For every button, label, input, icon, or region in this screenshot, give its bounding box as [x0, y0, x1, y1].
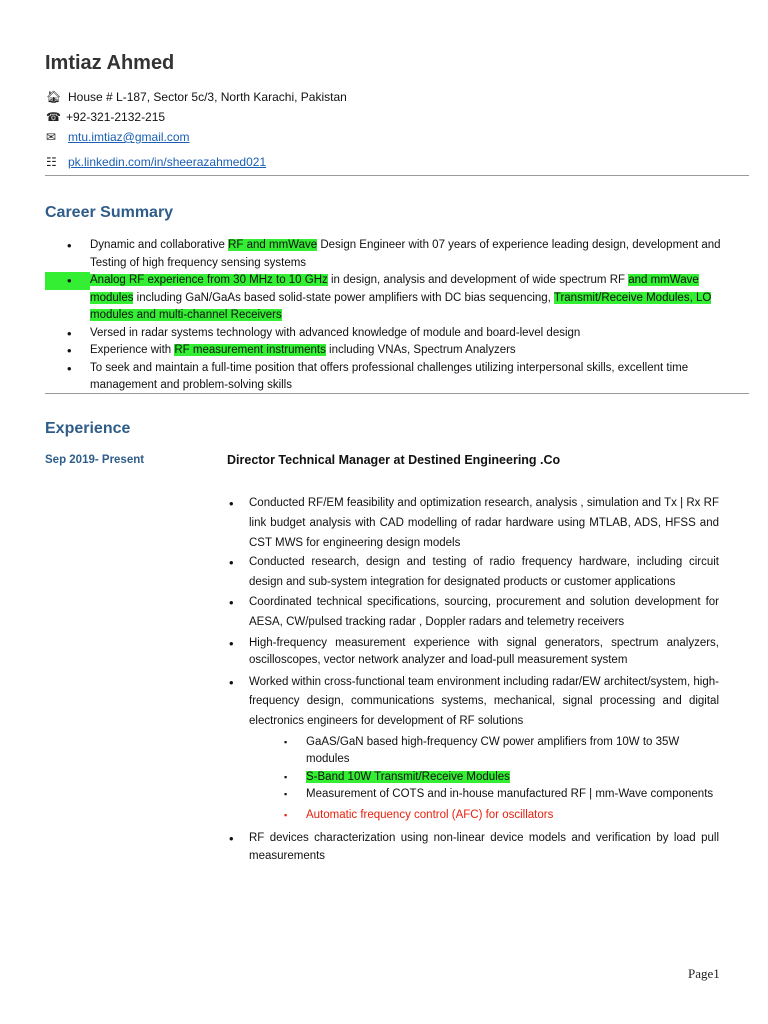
career-summary-heading: Career Summary	[45, 204, 174, 221]
summary-divider	[45, 393, 749, 394]
list-item: • Conducted RF/EM feasibility and optimization research, analysis , simulation and Tx | Rx RF link budget analysis with CAD modelling of radar hardware using MTLAB, ADS, HFSS and CST MWS for engineering design models	[227, 494, 719, 553]
phone-text: +92-321-2132-215	[66, 110, 166, 124]
sub-list-item	[249, 769, 719, 787]
house-icon: 🏠︎	[46, 90, 62, 104]
experience-heading: Experience	[45, 420, 131, 437]
list-item	[45, 360, 745, 395]
summary-highlight: Analog RF experience from 30 MHz to 10 GHz	[90, 274, 328, 286]
envelope-icon: ✉	[46, 130, 57, 144]
summary-text: Versed in radar systems technology with advanced knowledge of module and board-level design	[90, 326, 581, 339]
sub-list-item: ▪ GaAS/GaN based high-frequency CW power amplifiers from 10W to 35W modules	[249, 734, 719, 769]
experience-text: Worked within cross-functional team environment including radar/EW architect/system, high-frequency design, communications systems, mechanical, signal processing and digital electronics engineers for development of RF solutions	[249, 675, 719, 728]
phone-line	[46, 110, 165, 125]
sub-list-item: ▪ Automatic frequency control (AFC) for oscillators	[249, 807, 719, 825]
list-item: • RF devices characterization using non-linear device models and verification by load pull measurements	[227, 830, 719, 865]
summary-highlight: RF and mmWave	[228, 239, 318, 251]
job-title: Director Technical Manager at Destined Engineering .Co	[227, 453, 561, 467]
address-text: House # L-187, Sector 5c/3, North Karachi, Pakistan	[68, 90, 347, 104]
summary-text: Experience with	[90, 344, 175, 356]
candidate-name: Imtiaz Ahmed	[45, 52, 175, 74]
summary-highlight: and mmWave modules	[90, 274, 699, 304]
sub-list-item: ▪ Measurement of COTS and in-house manufactured RF | mm-Wave components	[249, 786, 719, 804]
linkedin-link[interactable]: pk.linkedin.com/in/sheerazahmed021	[68, 155, 267, 169]
header-divider	[45, 175, 749, 176]
career-summary-list	[45, 237, 745, 395]
summary-text: To seek and maintain a full-time position that offers professional challenges utilizing interpersonal skills, excellent time management and problem-solving skills	[90, 361, 689, 391]
list-item	[45, 342, 745, 360]
list-item	[45, 237, 745, 272]
experience-sublist	[249, 734, 719, 825]
summary-text: in design, analysis and development of wide spectrum RF	[327, 274, 629, 286]
list-item: • Coordinated technical specifications, sourcing, procurement and solution development for AESA, CW/pulsed tracking radar , Doppler radars and telemetry receivers	[227, 593, 719, 633]
email-line	[46, 130, 190, 145]
linkedin-line	[46, 155, 266, 170]
summary-text: including GaN/GaAs based solid-state power amplifiers with DC bias sequencing,	[133, 291, 554, 304]
page-number: Page1	[688, 966, 720, 981]
summary-text: including VNAs, Spectrum Analyzers	[325, 344, 516, 356]
phone-icon: ☎	[46, 110, 61, 124]
summary-highlight: RF measurement instruments	[174, 344, 326, 356]
list-item: • Conducted research, design and testing of radio frequency hardware, including circuit design and sub-system integration for designated products or customer applications	[227, 553, 719, 593]
email-link[interactable]: mtu.imtiaz@gmail.com	[68, 130, 190, 144]
list-item	[227, 673, 719, 825]
list-item: • High-frequency measurement experience with signal generators, spectrum analyzers, oscilloscopes, vector network analyzer and load-pull measurement system	[227, 635, 719, 670]
list-item	[45, 272, 745, 325]
experience-list	[227, 494, 719, 865]
job-date: Sep 2019- Present	[45, 454, 145, 466]
document-icon: ☷	[46, 155, 57, 169]
summary-highlight: Transmit/Receive Modules, LO modules and multi-channel Receivers	[90, 291, 712, 321]
list-item	[45, 325, 745, 343]
address-line	[46, 90, 347, 105]
summary-text: Design Engineer with 07 years of experience leading design, development and Testing of high frequency sensing systems	[90, 239, 721, 269]
summary-text: Dynamic and collaborative	[90, 239, 229, 251]
sub-highlight: S-Band 10W Transmit/Receive Modules	[306, 770, 510, 783]
